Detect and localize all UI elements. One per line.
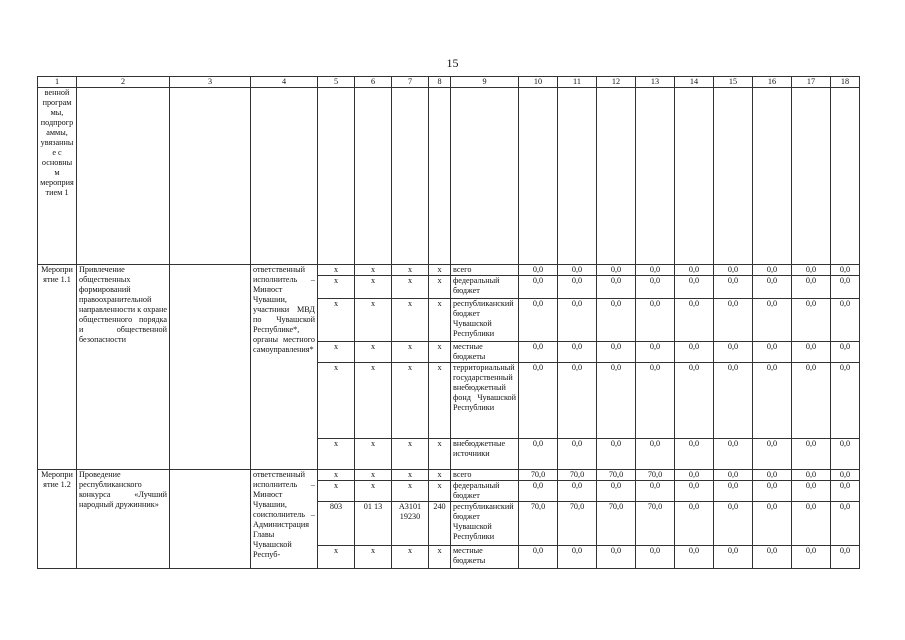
m12-label: Мероприятие 1.2 (38, 470, 77, 569)
funding-source-cell: республиканский бюджет Чувашской Республики (451, 502, 519, 546)
value-cell: 0,0 (675, 481, 714, 502)
col5-cell: x (318, 546, 355, 569)
value-cell: 0,0 (714, 265, 753, 276)
header-col-4: 4 (251, 77, 318, 88)
value-cell: 0,0 (675, 265, 714, 276)
value-cell: 0,0 (753, 276, 792, 299)
value-cell: 0,0 (558, 481, 597, 502)
page-number: 15 (446, 56, 459, 70)
value-cell: 0,0 (792, 299, 831, 342)
funding-source-cell: местные бюджеты (451, 342, 519, 363)
intro-cell: венной программы, подпрограммы, увязанные с основным мероприятием 1 (38, 88, 77, 265)
value-cell: 0,0 (675, 470, 714, 481)
value-cell: 0,0 (519, 363, 558, 439)
value-cell: 0,0 (792, 276, 831, 299)
col7-cell: x (392, 363, 429, 439)
value-cell: 0,0 (636, 363, 675, 439)
header-col-16: 16 (753, 77, 792, 88)
col7-cell: x (392, 276, 429, 299)
funding-source-cell: всего (451, 265, 519, 276)
value-cell: 0,0 (636, 342, 675, 363)
value-cell: 0,0 (831, 546, 860, 569)
funding-source-cell: всего (451, 470, 519, 481)
col8-cell: 240 (429, 502, 451, 546)
value-cell: 0,0 (675, 439, 714, 470)
col6-cell: x (355, 265, 392, 276)
col8-cell: x (429, 299, 451, 342)
header-col-11: 11 (558, 77, 597, 88)
value-cell: 0,0 (831, 470, 860, 481)
value-cell: 0,0 (597, 299, 636, 342)
col5-cell: x (318, 439, 355, 470)
value-cell: 0,0 (636, 299, 675, 342)
value-cell: 0,0 (636, 276, 675, 299)
budget-table (37, 76, 860, 569)
value-cell: 0,0 (753, 546, 792, 569)
col7-cell: x (392, 342, 429, 363)
col6-cell: 01 13 (355, 502, 392, 546)
col5-cell: 803 (318, 502, 355, 546)
value-cell: 0,0 (792, 481, 831, 502)
value-cell: 0,0 (636, 481, 675, 502)
value-cell: 0,0 (792, 439, 831, 470)
value-cell: 0,0 (519, 546, 558, 569)
value-cell: 0,0 (831, 502, 860, 546)
value-cell: 0,0 (714, 276, 753, 299)
value-cell: 0,0 (753, 470, 792, 481)
value-cell: 0,0 (753, 299, 792, 342)
col6-cell: x (355, 470, 392, 481)
value-cell: 70,0 (558, 502, 597, 546)
col8-cell: x (429, 265, 451, 276)
value-cell: 0,0 (558, 265, 597, 276)
col8-cell: x (429, 276, 451, 299)
col7-cell: А3101 19230 (392, 502, 429, 546)
col6-cell: x (355, 546, 392, 569)
m11-label: Мероприятие 1.1 (38, 265, 77, 470)
value-cell: 0,0 (792, 502, 831, 546)
value-cell: 0,0 (597, 439, 636, 470)
col8-cell: x (429, 546, 451, 569)
m12-empty (170, 470, 251, 569)
header-col-12: 12 (597, 77, 636, 88)
value-cell: 0,0 (636, 265, 675, 276)
col7-cell: x (392, 265, 429, 276)
value-cell: 70,0 (558, 470, 597, 481)
value-cell: 0,0 (831, 481, 860, 502)
header-col-10: 10 (519, 77, 558, 88)
value-cell: 0,0 (714, 439, 753, 470)
header-row (38, 77, 860, 88)
table-row (38, 470, 860, 481)
value-cell: 0,0 (558, 276, 597, 299)
value-cell: 0,0 (714, 546, 753, 569)
value-cell: 0,0 (831, 342, 860, 363)
col5-cell: x (318, 265, 355, 276)
header-col-8: 8 (429, 77, 451, 88)
value-cell: 0,0 (753, 502, 792, 546)
value-cell: 0,0 (519, 265, 558, 276)
value-cell: 0,0 (558, 363, 597, 439)
intro-row (38, 88, 860, 265)
value-cell: 0,0 (675, 276, 714, 299)
value-cell: 0,0 (519, 439, 558, 470)
col6-cell: x (355, 299, 392, 342)
header-col-17: 17 (792, 77, 831, 88)
value-cell: 0,0 (831, 276, 860, 299)
col8-cell: x (429, 342, 451, 363)
value-cell: 0,0 (597, 363, 636, 439)
value-cell: 0,0 (753, 363, 792, 439)
col7-cell: x (392, 299, 429, 342)
value-cell: 0,0 (792, 265, 831, 276)
header-col-6: 6 (355, 77, 392, 88)
header-col-18: 18 (831, 77, 860, 88)
value-cell: 0,0 (792, 363, 831, 439)
header-col-15: 15 (714, 77, 753, 88)
value-cell: 0,0 (558, 342, 597, 363)
header-col-9: 9 (451, 77, 519, 88)
value-cell: 0,0 (675, 363, 714, 439)
m11-executors: ответственный исполнитель – Минюст Чувашии, участники МВД по Чувашской Республике*, органы местного самоуправления* (251, 265, 318, 470)
header-col-3: 3 (170, 77, 251, 88)
col7-cell: x (392, 470, 429, 481)
value-cell: 70,0 (597, 470, 636, 481)
header-col-7: 7 (392, 77, 429, 88)
value-cell: 0,0 (636, 439, 675, 470)
value-cell: 0,0 (597, 265, 636, 276)
funding-source-cell: федеральный бюджет (451, 481, 519, 502)
value-cell: 0,0 (714, 342, 753, 363)
col7-cell: x (392, 481, 429, 502)
m12-name: Проведение республиканского конкурса «Лучший народный дружинник» (77, 470, 170, 569)
col5-cell: x (318, 481, 355, 502)
value-cell: 0,0 (753, 481, 792, 502)
value-cell: 0,0 (831, 439, 860, 470)
value-cell: 0,0 (675, 299, 714, 342)
m11-empty (170, 265, 251, 470)
col8-cell: x (429, 470, 451, 481)
value-cell: 70,0 (519, 470, 558, 481)
value-cell: 0,0 (558, 439, 597, 470)
col8-cell: x (429, 481, 451, 502)
col6-cell: x (355, 481, 392, 502)
col6-cell: x (355, 363, 392, 439)
col8-cell: x (429, 439, 451, 470)
col7-cell: x (392, 439, 429, 470)
value-cell: 0,0 (831, 363, 860, 439)
value-cell: 70,0 (519, 502, 558, 546)
value-cell: 0,0 (675, 342, 714, 363)
col5-cell: x (318, 276, 355, 299)
funding-source-cell: федеральный бюджет (451, 276, 519, 299)
header-col-2: 2 (77, 77, 170, 88)
col6-cell: x (355, 439, 392, 470)
header-col-1: 1 (38, 77, 77, 88)
col8-cell: x (429, 363, 451, 439)
table-row (38, 265, 860, 276)
value-cell: 0,0 (714, 470, 753, 481)
value-cell: 0,0 (558, 299, 597, 342)
value-cell: 0,0 (519, 276, 558, 299)
value-cell: 0,0 (753, 439, 792, 470)
funding-source-cell: республиканский бюджет Чувашской Республики (451, 299, 519, 342)
value-cell: 0,0 (792, 546, 831, 569)
value-cell: 0,0 (597, 276, 636, 299)
col6-cell: x (355, 276, 392, 299)
col5-cell: x (318, 363, 355, 439)
value-cell: 0,0 (714, 299, 753, 342)
m11-name: Привлечение общественных формирований правоохранительной направленности к охране общественного порядка и общественной безопасности (77, 265, 170, 470)
value-cell: 0,0 (831, 265, 860, 276)
value-cell: 70,0 (597, 502, 636, 546)
value-cell: 0,0 (597, 342, 636, 363)
value-cell: 0,0 (558, 546, 597, 569)
funding-source-cell: территориальный государственный внебюджетный фонд Чувашской Республики (451, 363, 519, 439)
value-cell: 0,0 (792, 342, 831, 363)
value-cell: 0,0 (831, 299, 860, 342)
value-cell: 0,0 (519, 481, 558, 502)
col7-cell: x (392, 546, 429, 569)
value-cell: 0,0 (675, 546, 714, 569)
value-cell: 0,0 (753, 342, 792, 363)
value-cell: 0,0 (597, 481, 636, 502)
col6-cell: x (355, 342, 392, 363)
value-cell: 0,0 (714, 363, 753, 439)
funding-source-cell: внебюджетные источники (451, 439, 519, 470)
funding-source-cell: местные бюджеты (451, 546, 519, 569)
value-cell: 0,0 (636, 546, 675, 569)
value-cell: 70,0 (636, 502, 675, 546)
col5-cell: x (318, 470, 355, 481)
value-cell: 0,0 (519, 342, 558, 363)
header-col-5: 5 (318, 77, 355, 88)
m12-executors: ответственный исполнитель – Минюст Чувашии, соисполнитель – Администрация Главы Чувашской Респуб- (251, 470, 318, 569)
value-cell: 0,0 (519, 299, 558, 342)
value-cell: 0,0 (792, 470, 831, 481)
header-col-14: 14 (675, 77, 714, 88)
col5-cell: x (318, 342, 355, 363)
value-cell: 0,0 (597, 546, 636, 569)
value-cell: 70,0 (636, 470, 675, 481)
header-col-13: 13 (636, 77, 675, 88)
value-cell: 0,0 (714, 481, 753, 502)
value-cell: 0,0 (714, 502, 753, 546)
value-cell: 0,0 (753, 265, 792, 276)
value-cell: 0,0 (675, 502, 714, 546)
col5-cell: x (318, 299, 355, 342)
